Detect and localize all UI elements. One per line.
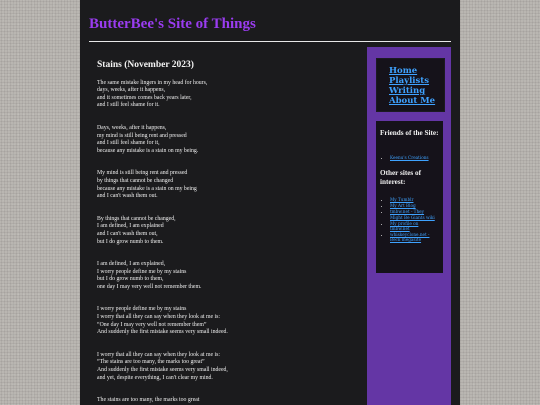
site-title: ButterBee's Site of Things <box>89 16 256 32</box>
links-panel <box>376 121 443 273</box>
nav-link-writing[interactable]: Writing <box>389 86 426 96</box>
friends-heading: Friends of the Site: <box>380 129 439 137</box>
poem-stanza-3: My mind is still being rent and pressed by things that cannot be changed because any mistake is a stain on my being and I can't wash them out. <box>97 170 197 200</box>
poem-stanza-2: Days, weeks, after it happens, my mind is still being rent and pressed and I still feel shame for it, because any mistake is a stain on my being. <box>97 124 199 154</box>
nav-link-about-me[interactable]: About Me <box>389 96 436 106</box>
page-container <box>80 0 460 405</box>
nav-link-home[interactable]: Home <box>389 66 418 76</box>
nav-link-playlists[interactable]: Playlists <box>389 76 430 86</box>
other-sites-list <box>390 197 438 244</box>
link-my-tumblr[interactable]: My Tumblr <box>390 197 414 202</box>
nav-menu <box>376 58 445 112</box>
main-content <box>97 62 357 405</box>
link-whiskeyclone[interactable]: whiskeyclone.net - Beck megasite <box>390 232 430 243</box>
friends-list <box>390 155 438 161</box>
header-divider <box>89 41 451 42</box>
poem-stanza-7: I worry that all they can say when they look at me is: “The stains are too many, the marks too great” And suddenly the first mistake seems very small indeed, and yet, despite everything, I can't clear my mind. <box>97 351 228 381</box>
poem-stanza-4: By things that cannot be changed, I am defined, I am explained and I can't wash them out, but I do grow numb to them. <box>97 215 176 245</box>
post-title: Stains (November 2023) <box>97 60 194 70</box>
other-sites-heading: Other sites of interest: <box>380 169 421 186</box>
poem-stanza-6: I worry people define me by my stains I worry that all they can say when they look at me is: “One day I may very well not remember them” And suddenly the first mistake seems very small indeed. <box>97 306 228 336</box>
link-my-art-blog[interactable]: My Art Blog <box>390 203 416 209</box>
friend-link-keenus-creations[interactable]: Keenu's Creations <box>390 155 429 160</box>
link-tmbw-wiki[interactable]: tmbw.net - They Might Be Giants wiki <box>390 209 435 220</box>
sidebar <box>367 47 451 405</box>
link-tmbw-profile[interactable]: My profile on tmbw.net <box>390 220 419 232</box>
poem-stanza-8: The stains are too many, the marks too great <box>97 397 200 404</box>
poem-stanza-5: I am defined, I am explained, I worry people define me by my stains but I do grow numb to them, one day I may very well not remember them. <box>97 261 202 290</box>
poem-stanza-1: The same mistake lingers in my head for hours, days, weeks, after it happens, and it sometimes comes back years later, and I still feel shame for it. <box>97 79 208 109</box>
